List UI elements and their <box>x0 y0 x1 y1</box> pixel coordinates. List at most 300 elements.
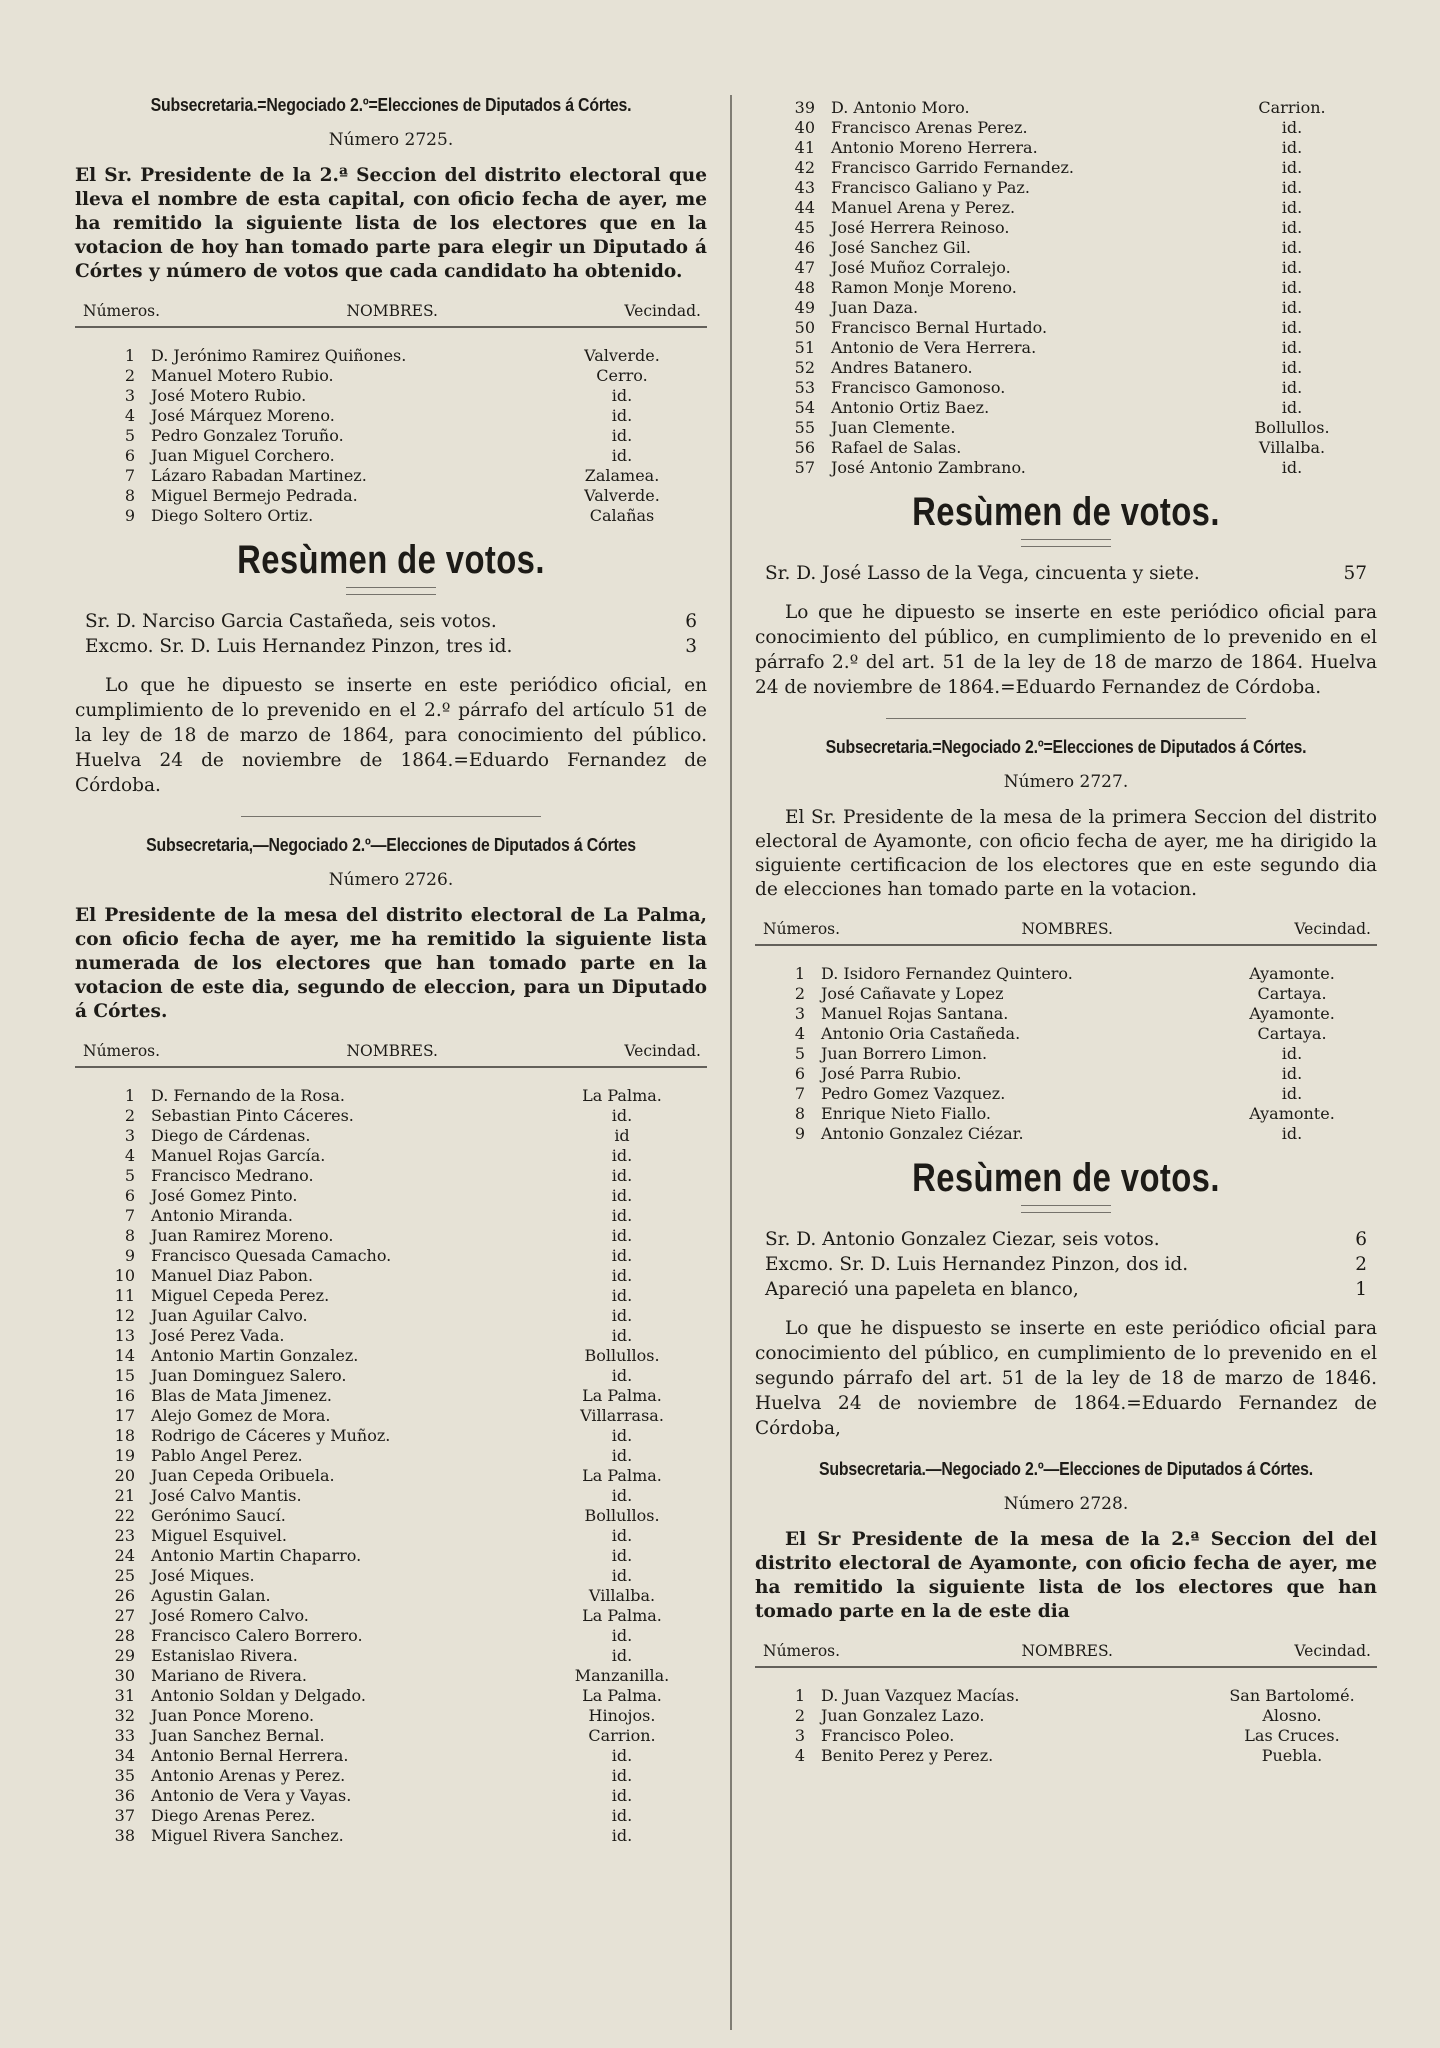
elector-name: José Márquez Moreno. <box>151 406 335 425</box>
elector-name: D. Antonio Moro. <box>831 98 970 117</box>
elector-vecindad: id. <box>611 1226 633 1245</box>
elector-vecindad: id. <box>1281 1044 1303 1063</box>
elector-name: Manuel Rojas García. <box>151 1146 326 1165</box>
header-names: NOMBRES. <box>346 1042 438 1060</box>
elector-name: Juan Daza. <box>831 298 919 317</box>
elector-name: Juan Ramirez Moreno. <box>151 1226 334 1245</box>
table-row <box>75 1086 707 1106</box>
table-row <box>75 446 707 466</box>
elector-name: Manuel Rojas Santana. <box>821 1004 1009 1023</box>
row-number: 43 <box>794 178 815 197</box>
notice-2725 <box>75 95 707 817</box>
header-vecindad: Vecindad. <box>1294 1642 1371 1660</box>
elector-name: Antonio Arenas y Perez. <box>151 1766 346 1785</box>
elector-vecindad: Carrion. <box>1258 98 1326 117</box>
table-row <box>755 418 1377 438</box>
elector-name: Francisco Calero Borrero. <box>151 1626 363 1645</box>
row-number: 37 <box>114 1806 135 1825</box>
notice-2728 <box>755 1459 1377 1766</box>
table-row <box>75 506 707 526</box>
list-header <box>755 1642 1377 1660</box>
table-row <box>75 1666 707 1686</box>
vote-count: 6 <box>685 611 697 632</box>
table-row <box>755 98 1377 118</box>
row-number: 7 <box>794 1084 805 1103</box>
elector-vecindad: id. <box>1281 218 1303 237</box>
elector-name: D. Jerónimo Ramirez Quiñones. <box>151 346 407 365</box>
elector-vecindad: id. <box>611 446 633 465</box>
table-row <box>755 358 1377 378</box>
table-row <box>75 1266 707 1286</box>
elector-vecindad: Zalamea. <box>584 466 660 485</box>
table-row <box>755 458 1377 478</box>
resumen-heading: Resùmen de votos. <box>912 1156 1220 1200</box>
elector-name: Andres Batanero. <box>831 358 973 377</box>
elector-name: José Romero Calvo. <box>151 1606 309 1625</box>
elector-list <box>755 964 1377 1144</box>
table-row <box>755 298 1377 318</box>
elector-vecindad: id. <box>611 1246 633 1265</box>
notice-2726 <box>75 835 707 1846</box>
notice-intro: El Sr. Presidente de la 2.ª Seccion del distrito electoral que lleva el nombre de esta capital, con oficio fecha de ayer, me ha remitido la siguiente lista de los electores que en la votacion de hoy han tomado parte para elegir un Diputado á Córtes y número de votos que cada candidato ha obtenido. <box>75 165 707 282</box>
table-row <box>755 398 1377 418</box>
row-number: 9 <box>794 1124 805 1143</box>
elector-vecindad: id. <box>1281 178 1303 197</box>
elector-name: José Parra Rubio. <box>821 1064 962 1083</box>
row-number: 10 <box>114 1266 135 1285</box>
table-row <box>75 1186 707 1206</box>
row-number: 1 <box>794 1686 805 1705</box>
elector-name: Diego Arenas Perez. <box>151 1806 316 1825</box>
row-number: 41 <box>794 138 815 157</box>
header-rule <box>755 1666 1377 1668</box>
elector-name: Juan Cepeda Oribuela. <box>151 1466 335 1485</box>
row-number: 53 <box>794 378 815 397</box>
resumen-heading: Resùmen de votos. <box>237 538 545 582</box>
elector-vecindad: id. <box>1281 118 1303 137</box>
elector-name: D. Juan Vazquez Macías. <box>821 1686 1020 1705</box>
elector-name: José Miques. <box>151 1566 255 1585</box>
table-row <box>75 1546 707 1566</box>
table-row <box>755 984 1377 1004</box>
elector-vecindad: id. <box>611 1286 633 1305</box>
table-row <box>755 1004 1377 1024</box>
notice-closing: Lo que he dispuesto se inserte en este periódico oficial para conocimiento del público, en cumplimiento de lo prevenido en el segundo párrafo del art. 51 de la ley de 18 de marzo de 1846. Huelva 24 de noviembre de 1864.=Eduardo Fernandez de Córdoba, <box>755 1318 1377 1439</box>
elector-name: Juan Miguel Corchero. <box>151 446 335 465</box>
elector-name: Antonio Martin Gonzalez. <box>151 1346 359 1365</box>
header-rule <box>755 944 1377 946</box>
notice-intro: El Sr Presidente de la mesa de la 2.ª Seccion del del distrito electoral de Ayamonte, con oficio fecha de ayer, me ha remitido la siguiente lista de los electores que han tomado parte en la de este dia <box>755 1529 1377 1622</box>
elector-name: Francisco Bernal Hurtado. <box>831 318 1048 337</box>
elector-name: Juan Ponce Moreno. <box>151 1706 315 1725</box>
elector-vecindad: Las Cruces. <box>1244 1726 1340 1745</box>
table-row <box>755 218 1377 238</box>
header-names: NOMBRES. <box>346 302 438 320</box>
vote-count: 6 <box>1355 1229 1367 1250</box>
elector-name: Estanislao Rivera. <box>151 1646 298 1665</box>
elector-vecindad: Bollullos. <box>1254 418 1330 437</box>
header-vecindad: Vecindad. <box>1294 920 1371 938</box>
table-row <box>75 1306 707 1326</box>
table-row <box>75 1826 707 1846</box>
row-number: 34 <box>114 1746 135 1765</box>
double-rule <box>346 587 436 595</box>
elector-vecindad: Carrion. <box>588 1726 656 1745</box>
row-number: 25 <box>114 1566 135 1585</box>
elector-vecindad: Ayamonte. <box>1249 1004 1335 1023</box>
elector-name: Miguel Bermejo Pedrada. <box>151 486 358 505</box>
elector-vecindad: Alosno. <box>1262 1706 1322 1725</box>
elector-name: José Perez Vada. <box>151 1326 285 1345</box>
elector-name: Juan Sanchez Bernal. <box>151 1726 325 1745</box>
notice-number: Número 2726. <box>328 870 454 890</box>
row-number: 8 <box>124 486 135 505</box>
row-number: 2 <box>124 366 135 385</box>
elector-name: José Motero Rubio. <box>151 386 307 405</box>
row-number: 29 <box>114 1646 135 1665</box>
notice-number: Número 2727. <box>1003 772 1129 792</box>
row-number: 35 <box>114 1766 135 1785</box>
row-number: 3 <box>794 1004 805 1023</box>
elector-name: Miguel Rivera Sanchez. <box>151 1826 344 1845</box>
list-header <box>755 920 1377 938</box>
notice-closing: Lo que he dipuesto se inserte en este periódico oficial, en cumplimiento de lo prevenido en el 2.º párrafo del artículo 51 de la ley de 18 de marzo de 1864, para conocimiento del público. Huelva 24 de noviembre de 1864.=Eduardo Fernandez de Córdoba. <box>75 675 707 796</box>
row-number: 3 <box>794 1726 805 1745</box>
elector-name: Antonio Martin Chaparro. <box>151 1546 362 1565</box>
elector-vecindad: id. <box>611 1326 633 1345</box>
table-row <box>75 386 707 406</box>
elector-vecindad: id. <box>611 426 633 445</box>
table-row <box>755 198 1377 218</box>
elector-vecindad: La Palma. <box>582 1386 662 1405</box>
notice-closing: Lo que he dipuesto se inserte en este periódico oficial para conocimiento del público, en cumplimiento de lo prevenido en el párrafo 2.º del art. 51 de la ley de 18 de marzo de 1864. Huelva 24 de noviembre de 1864.=Eduardo Fernandez de Córdoba. <box>755 602 1377 698</box>
table-row <box>75 1246 707 1266</box>
elector-vecindad: id. <box>1281 458 1303 477</box>
elector-name: Sebastian Pinto Cáceres. <box>151 1106 354 1125</box>
elector-vecindad: Valverde. <box>584 346 660 365</box>
elector-vecindad: id. <box>611 1366 633 1385</box>
row-number: 46 <box>794 238 815 257</box>
elector-vecindad: id. <box>611 1826 633 1845</box>
elector-vecindad: id. <box>611 406 633 425</box>
row-number: 49 <box>794 298 815 317</box>
row-number: 56 <box>794 438 815 457</box>
row-number: 5 <box>124 1166 135 1185</box>
table-row <box>75 1146 707 1166</box>
row-number: 24 <box>114 1546 135 1565</box>
elector-vecindad: San Bartolomé. <box>1229 1686 1355 1705</box>
table-row <box>75 486 707 506</box>
vote-count: 3 <box>685 636 697 657</box>
table-row <box>755 238 1377 258</box>
vote-text: Excmo. Sr. D. Luis Hernandez Pinzon, dos id. <box>765 1254 1189 1275</box>
header-numbers: Números. <box>83 302 161 320</box>
elector-vecindad: id. <box>611 1266 633 1285</box>
elector-name: Agustin Galan. <box>151 1586 271 1605</box>
elector-vecindad: id. <box>1281 398 1303 417</box>
elector-name: José Antonio Zambrano. <box>831 458 1026 477</box>
row-number: 48 <box>794 278 815 297</box>
row-number: 9 <box>124 506 135 525</box>
table-row <box>755 1686 1377 1706</box>
elector-name: Alejo Gomez de Mora. <box>151 1406 331 1425</box>
elector-name: Francisco Arenas Perez. <box>831 118 1028 137</box>
elector-name: D. Isidoro Fernandez Quintero. <box>821 964 1073 983</box>
elector-vecindad: Calañas <box>589 506 655 525</box>
vote-line <box>75 609 707 634</box>
row-number: 23 <box>114 1526 135 1545</box>
row-number: 5 <box>124 426 135 445</box>
row-number: 14 <box>114 1346 135 1365</box>
table-row <box>75 1326 707 1346</box>
row-number: 9 <box>124 1246 135 1265</box>
row-number: 4 <box>124 406 135 425</box>
table-row <box>755 378 1377 398</box>
elector-vecindad: id. <box>1281 158 1303 177</box>
row-number: 30 <box>114 1666 135 1685</box>
row-number: 13 <box>114 1326 135 1345</box>
elector-list <box>75 346 707 526</box>
elector-name: José Herrera Reinoso. <box>831 218 1010 237</box>
row-number: 3 <box>124 1126 135 1145</box>
column-divider <box>730 95 732 2030</box>
table-row <box>75 466 707 486</box>
vote-text: Apareció una papeleta en blanco, <box>765 1279 1079 1300</box>
elector-name: Miguel Esquivel. <box>151 1526 287 1545</box>
row-number: 38 <box>114 1826 135 1845</box>
elector-name: Francisco Quesada Camacho. <box>151 1246 392 1265</box>
notice-2727 <box>755 737 1377 1441</box>
row-number: 32 <box>114 1706 135 1725</box>
row-number: 6 <box>794 1064 805 1083</box>
row-number: 8 <box>124 1226 135 1245</box>
vote-summary <box>75 609 707 659</box>
elector-name: José Gomez Pinto. <box>151 1186 298 1205</box>
row-number: 52 <box>794 358 815 377</box>
elector-vecindad: Cartaya. <box>1257 1024 1327 1043</box>
table-row <box>755 1044 1377 1064</box>
vote-text: Sr. D. José Lasso de la Vega, cincuenta y siete. <box>765 563 1200 584</box>
elector-name: Pedro Gonzalez Toruño. <box>151 426 344 445</box>
table-row <box>75 1466 707 1486</box>
row-number: 12 <box>114 1306 135 1325</box>
table-row <box>75 1166 707 1186</box>
vote-count: 1 <box>1355 1279 1367 1300</box>
elector-vecindad: Cartaya. <box>1257 984 1327 1003</box>
elector-name: Francisco Poleo. <box>821 1726 955 1745</box>
table-row <box>75 1426 707 1446</box>
table-row <box>75 1606 707 1626</box>
header-names: NOMBRES. <box>1021 1642 1113 1660</box>
vote-text: Excmo. Sr. D. Luis Hernandez Pinzon, tres id. <box>85 636 513 657</box>
elector-name: Lázaro Rabadan Martinez. <box>151 466 367 485</box>
elector-name: Rodrigo de Cáceres y Muñoz. <box>151 1426 391 1445</box>
vote-line <box>75 634 707 659</box>
elector-name: José Calvo Mantis. <box>151 1486 302 1505</box>
table-row <box>75 1206 707 1226</box>
list-header <box>75 1042 707 1060</box>
elector-vecindad: id. <box>611 1786 633 1805</box>
row-number: 1 <box>124 1086 135 1105</box>
elector-name: Francisco Gamonoso. <box>831 378 1006 397</box>
row-number: 4 <box>794 1746 805 1765</box>
row-number: 18 <box>114 1426 135 1445</box>
header-numbers: Números. <box>763 920 841 938</box>
row-number: 7 <box>124 1206 135 1225</box>
header-names: NOMBRES. <box>1021 920 1113 938</box>
vote-text: Sr. D. Narciso Garcia Castañeda, seis votos. <box>85 611 497 632</box>
table-row <box>75 366 707 386</box>
table-row <box>755 138 1377 158</box>
vote-line <box>755 1252 1377 1277</box>
elector-name: Enrique Nieto Fiallo. <box>821 1104 992 1123</box>
table-row <box>75 1406 707 1426</box>
elector-vecindad: id. <box>611 1546 633 1565</box>
elector-name: Ramon Monje Moreno. <box>831 278 1017 297</box>
table-row <box>75 1366 707 1386</box>
row-number: 36 <box>114 1786 135 1805</box>
table-row <box>75 1386 707 1406</box>
elector-vecindad: id <box>614 1126 630 1145</box>
elector-name: Juan Borrero Limon. <box>821 1044 988 1063</box>
elector-name: Rafael de Salas. <box>831 438 962 457</box>
elector-vecindad: Cerro. <box>596 366 648 385</box>
row-number: 40 <box>794 118 815 137</box>
table-row <box>75 1726 707 1746</box>
elector-vecindad: id. <box>1281 278 1303 297</box>
elector-vecindad: id. <box>611 1806 633 1825</box>
elector-vecindad: id. <box>611 1766 633 1785</box>
table-row <box>75 426 707 446</box>
row-number: 27 <box>114 1606 135 1625</box>
elector-name: D. Fernando de la Rosa. <box>151 1086 345 1105</box>
row-number: 3 <box>124 386 135 405</box>
elector-vecindad: La Palma. <box>582 1086 662 1105</box>
notice-heading: Subsecretaria.=Negociado 2.º=Elecciones de Diputados á Córtes. <box>150 95 632 115</box>
table-row <box>75 1686 707 1706</box>
row-number: 8 <box>794 1104 805 1123</box>
row-number: 7 <box>124 466 135 485</box>
row-number: 50 <box>794 318 815 337</box>
elector-vecindad: id. <box>1281 1064 1303 1083</box>
row-number: 4 <box>124 1146 135 1165</box>
table-row <box>75 1226 707 1246</box>
table-row <box>75 1586 707 1606</box>
table-row <box>755 318 1377 338</box>
elector-vecindad: id. <box>1281 1084 1303 1103</box>
elector-vecindad: id. <box>611 1446 633 1465</box>
table-row <box>755 1746 1377 1766</box>
table-row <box>75 1766 707 1786</box>
table-row <box>75 1626 707 1646</box>
elector-vecindad: id. <box>611 1486 633 1505</box>
row-number: 15 <box>114 1366 135 1385</box>
table-row <box>75 1286 707 1306</box>
header-numbers: Números. <box>83 1042 161 1060</box>
table-row <box>755 1726 1377 1746</box>
vote-summary <box>755 561 1377 586</box>
elector-vecindad: Valverde. <box>584 486 660 505</box>
elector-vecindad: id. <box>611 1146 633 1165</box>
elector-name: Mariano de Rivera. <box>151 1666 307 1685</box>
elector-vecindad: id. <box>611 1306 633 1325</box>
elector-vecindad: id. <box>1281 238 1303 257</box>
elector-name: Antonio de Vera y Vayas. <box>151 1786 352 1805</box>
elector-name: Miguel Cepeda Perez. <box>151 1286 330 1305</box>
table-row <box>75 1526 707 1546</box>
elector-name: Manuel Arena y Perez. <box>831 198 1016 217</box>
table-row <box>755 258 1377 278</box>
elector-vecindad: id. <box>611 1566 633 1585</box>
elector-vecindad: id. <box>1281 138 1303 157</box>
table-row <box>75 1646 707 1666</box>
notice-2726-continued <box>755 98 1377 719</box>
row-number: 39 <box>794 98 815 117</box>
row-number: 11 <box>114 1286 135 1305</box>
elector-name: Antonio Moreno Herrera. <box>831 138 1038 157</box>
elector-vecindad: Bollullos. <box>584 1346 660 1365</box>
elector-vecindad: id. <box>611 386 633 405</box>
elector-name: Benito Perez y Perez. <box>821 1746 994 1765</box>
elector-name: Juan Aguilar Calvo. <box>151 1306 308 1325</box>
table-row <box>75 1486 707 1506</box>
double-rule <box>1021 1205 1111 1213</box>
double-rule <box>1021 539 1111 547</box>
table-row <box>755 1024 1377 1044</box>
elector-vecindad: id. <box>611 1166 633 1185</box>
elector-vecindad: id. <box>1281 258 1303 277</box>
row-number: 22 <box>114 1506 135 1525</box>
table-row <box>75 1566 707 1586</box>
elector-vecindad: La Palma. <box>582 1686 662 1705</box>
row-number: 21 <box>114 1486 135 1505</box>
elector-name: Antonio Oria Castañeda. <box>821 1024 1021 1043</box>
section-rule <box>886 718 1246 719</box>
notice-number: Número 2725. <box>328 130 454 150</box>
row-number: 1 <box>794 964 805 983</box>
notice-intro: El Sr. Presidente de la mesa de la primera Seccion del distrito electoral de Ayamonte, con oficio fecha de ayer, me ha dirigido la siguiente certificacion de los electores que en este segundo dia de elecciones han tomado parte en la votacion. <box>755 807 1377 900</box>
row-number: 51 <box>794 338 815 357</box>
row-number: 19 <box>114 1446 135 1465</box>
table-row <box>755 158 1377 178</box>
row-number: 47 <box>794 258 815 277</box>
elector-name: Pedro Gomez Vazquez. <box>821 1084 1006 1103</box>
table-row <box>755 1084 1377 1104</box>
table-row <box>75 1446 707 1466</box>
header-vecindad: Vecindad. <box>624 1042 701 1060</box>
elector-name: Juan Clemente. <box>831 418 956 437</box>
table-row <box>755 964 1377 984</box>
elector-vecindad: Bollullos. <box>584 1506 660 1525</box>
table-row <box>75 1746 707 1766</box>
elector-vecindad: Villarrasa. <box>580 1406 664 1425</box>
elector-vecindad: Puebla. <box>1261 1746 1323 1765</box>
row-number: 6 <box>124 446 135 465</box>
table-row <box>755 1706 1377 1726</box>
resumen-heading: Resùmen de votos. <box>912 490 1220 534</box>
elector-name: Blas de Mata Jimenez. <box>151 1386 332 1405</box>
elector-name: Antonio Soldan y Delgado. <box>151 1686 366 1705</box>
table-row <box>75 346 707 366</box>
elector-vecindad: id. <box>1281 318 1303 337</box>
elector-vecindad: id. <box>611 1746 633 1765</box>
elector-list <box>755 1686 1377 1766</box>
left-column <box>75 95 707 1846</box>
row-number: 33 <box>114 1726 135 1745</box>
elector-name: José Muñoz Corralejo. <box>831 258 1011 277</box>
elector-vecindad: id. <box>611 1426 633 1445</box>
elector-name: Diego Soltero Ortiz. <box>151 506 314 525</box>
